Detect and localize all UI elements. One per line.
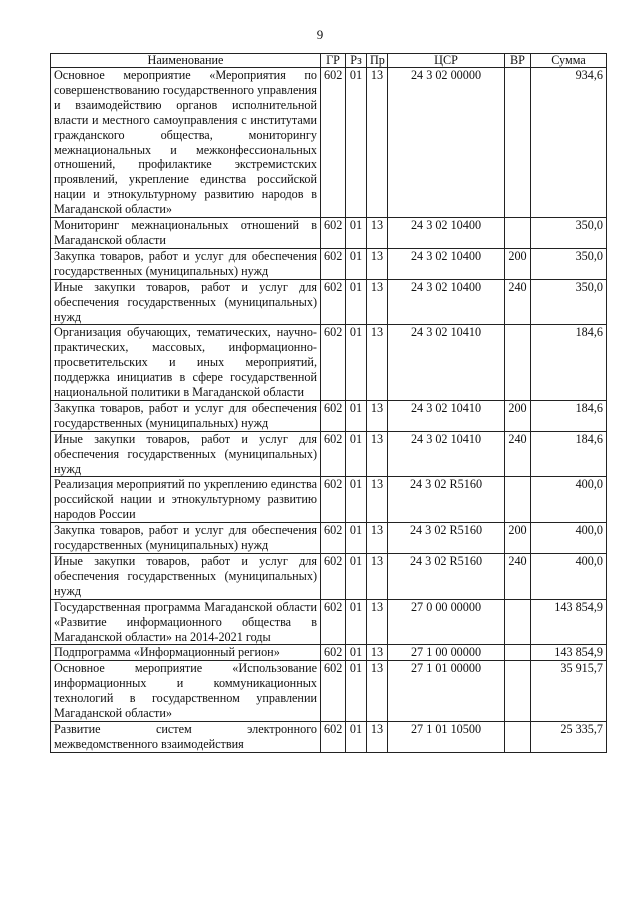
row-gr: 602 [321,554,346,600]
row-name: Иные закупки товаров, работ и услуг для обеспечения государственных (муниципальных) нужд [51,554,321,600]
row-vr: 200 [505,400,531,431]
table-row [51,248,607,279]
row-gr: 602 [321,248,346,279]
row-name: Иные закупки товаров, работ и услуг для обеспечения государственных (муниципальных) нужд [51,279,321,325]
header-rz: Рз [346,54,367,68]
row-csr: 24 3 02 10410 [388,400,505,431]
row-sum: 25 335,7 [531,721,607,752]
row-rz: 01 [346,325,367,401]
row-gr: 602 [321,431,346,477]
row-rz: 01 [346,599,367,645]
row-name: Закупка товаров, работ и услуг для обеспечения государственных (муниципальных) нужд [51,400,321,431]
row-rz: 01 [346,400,367,431]
row-sum: 143 854,9 [531,645,607,661]
row-rz: 01 [346,523,367,554]
row-name: Подпрограмма «Информационный регион» [51,645,321,661]
row-csr: 24 3 02 R5160 [388,523,505,554]
row-pr: 13 [367,68,388,218]
table-row [51,279,607,325]
row-sum: 400,0 [531,554,607,600]
row-name: Иные закупки товаров, работ и услуг для обеспечения государственных (муниципальных) нужд [51,431,321,477]
row-csr: 24 3 02 10400 [388,218,505,249]
row-csr: 27 1 00 00000 [388,645,505,661]
row-csr: 27 0 00 00000 [388,599,505,645]
row-name: Мониторинг межнациональных отношений в Магаданской области [51,218,321,249]
row-gr: 602 [321,218,346,249]
table-row [51,477,607,523]
row-gr: 602 [321,599,346,645]
row-pr: 13 [367,661,388,722]
row-gr: 602 [321,325,346,401]
row-name: Реализация мероприятий по укреплению единства российской нации и этнокультурному развитию народов России [51,477,321,523]
row-name: Закупка товаров, работ и услуг для обеспечения государственных (муниципальных) нужд [51,248,321,279]
row-sum: 400,0 [531,523,607,554]
table-row [51,68,607,218]
row-pr: 13 [367,400,388,431]
row-pr: 13 [367,477,388,523]
row-vr [505,645,531,661]
table-row [51,599,607,645]
row-name: Организация обучающих, тематических, научно-практических, массовых, информационно-просветительских и иных мероприятий, поддержка инициатив в сфере государственной национальной политики в Магаданской области [51,325,321,401]
row-vr [505,477,531,523]
row-csr: 27 1 01 00000 [388,661,505,722]
row-vr: 200 [505,523,531,554]
row-csr: 24 3 02 R5160 [388,554,505,600]
row-sum: 350,0 [531,218,607,249]
row-rz: 01 [346,279,367,325]
table-row [51,218,607,249]
row-rz: 01 [346,661,367,722]
row-pr: 13 [367,523,388,554]
row-rz: 01 [346,554,367,600]
row-sum: 143 854,9 [531,599,607,645]
row-sum: 350,0 [531,248,607,279]
row-sum: 350,0 [531,279,607,325]
row-gr: 602 [321,279,346,325]
row-pr: 13 [367,325,388,401]
row-pr: 13 [367,218,388,249]
row-vr [505,325,531,401]
header-csr: ЦСР [388,54,505,68]
row-vr: 240 [505,554,531,600]
table-row [51,554,607,600]
table-row [51,431,607,477]
table-row [51,400,607,431]
table-row [51,325,607,401]
row-gr: 602 [321,645,346,661]
row-pr: 13 [367,248,388,279]
row-vr: 200 [505,248,531,279]
header-name: Наименование [51,54,321,68]
row-vr [505,661,531,722]
table-row [51,661,607,722]
row-pr: 13 [367,599,388,645]
row-vr [505,721,531,752]
row-gr: 602 [321,661,346,722]
row-csr: 24 3 02 00000 [388,68,505,218]
row-vr [505,599,531,645]
row-pr: 13 [367,554,388,600]
row-csr: 24 3 02 10410 [388,431,505,477]
row-sum: 184,6 [531,400,607,431]
row-pr: 13 [367,431,388,477]
row-csr: 27 1 01 10500 [388,721,505,752]
row-rz: 01 [346,68,367,218]
row-name: Государственная программа Магаданской области «Развитие информационного общества в Магаданской области» на 2014-2021 годы [51,599,321,645]
row-csr: 24 3 02 10410 [388,325,505,401]
row-gr: 602 [321,477,346,523]
row-gr: 602 [321,721,346,752]
row-sum: 400,0 [531,477,607,523]
row-rz: 01 [346,477,367,523]
header-sum: Сумма [531,54,607,68]
page-number: 9 [316,27,324,42]
budget-table [50,53,607,753]
row-csr: 24 3 02 R5160 [388,477,505,523]
table-row [51,721,607,752]
row-pr: 13 [367,721,388,752]
row-gr: 602 [321,523,346,554]
row-pr: 13 [367,279,388,325]
table-row [51,645,607,661]
row-rz: 01 [346,248,367,279]
row-pr: 13 [367,645,388,661]
table-header-row [51,54,607,68]
table-row [51,523,607,554]
row-gr: 602 [321,400,346,431]
row-rz: 01 [346,645,367,661]
row-name: Основное мероприятие «Использование информационных и коммуникационных технологий в государственном управлении Магаданской области» [51,661,321,722]
row-vr [505,68,531,218]
row-rz: 01 [346,218,367,249]
row-name: Развитие систем электронного межведомственного взаимодействия [51,721,321,752]
row-name: Закупка товаров, работ и услуг для обеспечения государственных (муниципальных) нужд [51,523,321,554]
row-gr: 602 [321,68,346,218]
row-name: Основное мероприятие «Мероприятия по совершенствованию государственного управления и взаимодействию органов исполнительной власти и местного самоуправления с институтами гражданского общества, мониторингу межнациональных и межконфессиональных отношений, профилактике экстремистских проявлений, укрепление единства российской нации и этнокультурному развитию народов в Магаданской области» [51,68,321,218]
row-csr: 24 3 02 10400 [388,248,505,279]
row-sum: 35 915,7 [531,661,607,722]
row-rz: 01 [346,721,367,752]
header-pr: Пр [367,54,388,68]
row-rz: 01 [346,431,367,477]
row-csr: 24 3 02 10400 [388,279,505,325]
row-sum: 184,6 [531,325,607,401]
row-vr: 240 [505,431,531,477]
header-vr: ВР [505,54,531,68]
header-gr: ГР [321,54,346,68]
row-vr: 240 [505,279,531,325]
row-sum: 184,6 [531,431,607,477]
row-vr [505,218,531,249]
row-sum: 934,6 [531,68,607,218]
